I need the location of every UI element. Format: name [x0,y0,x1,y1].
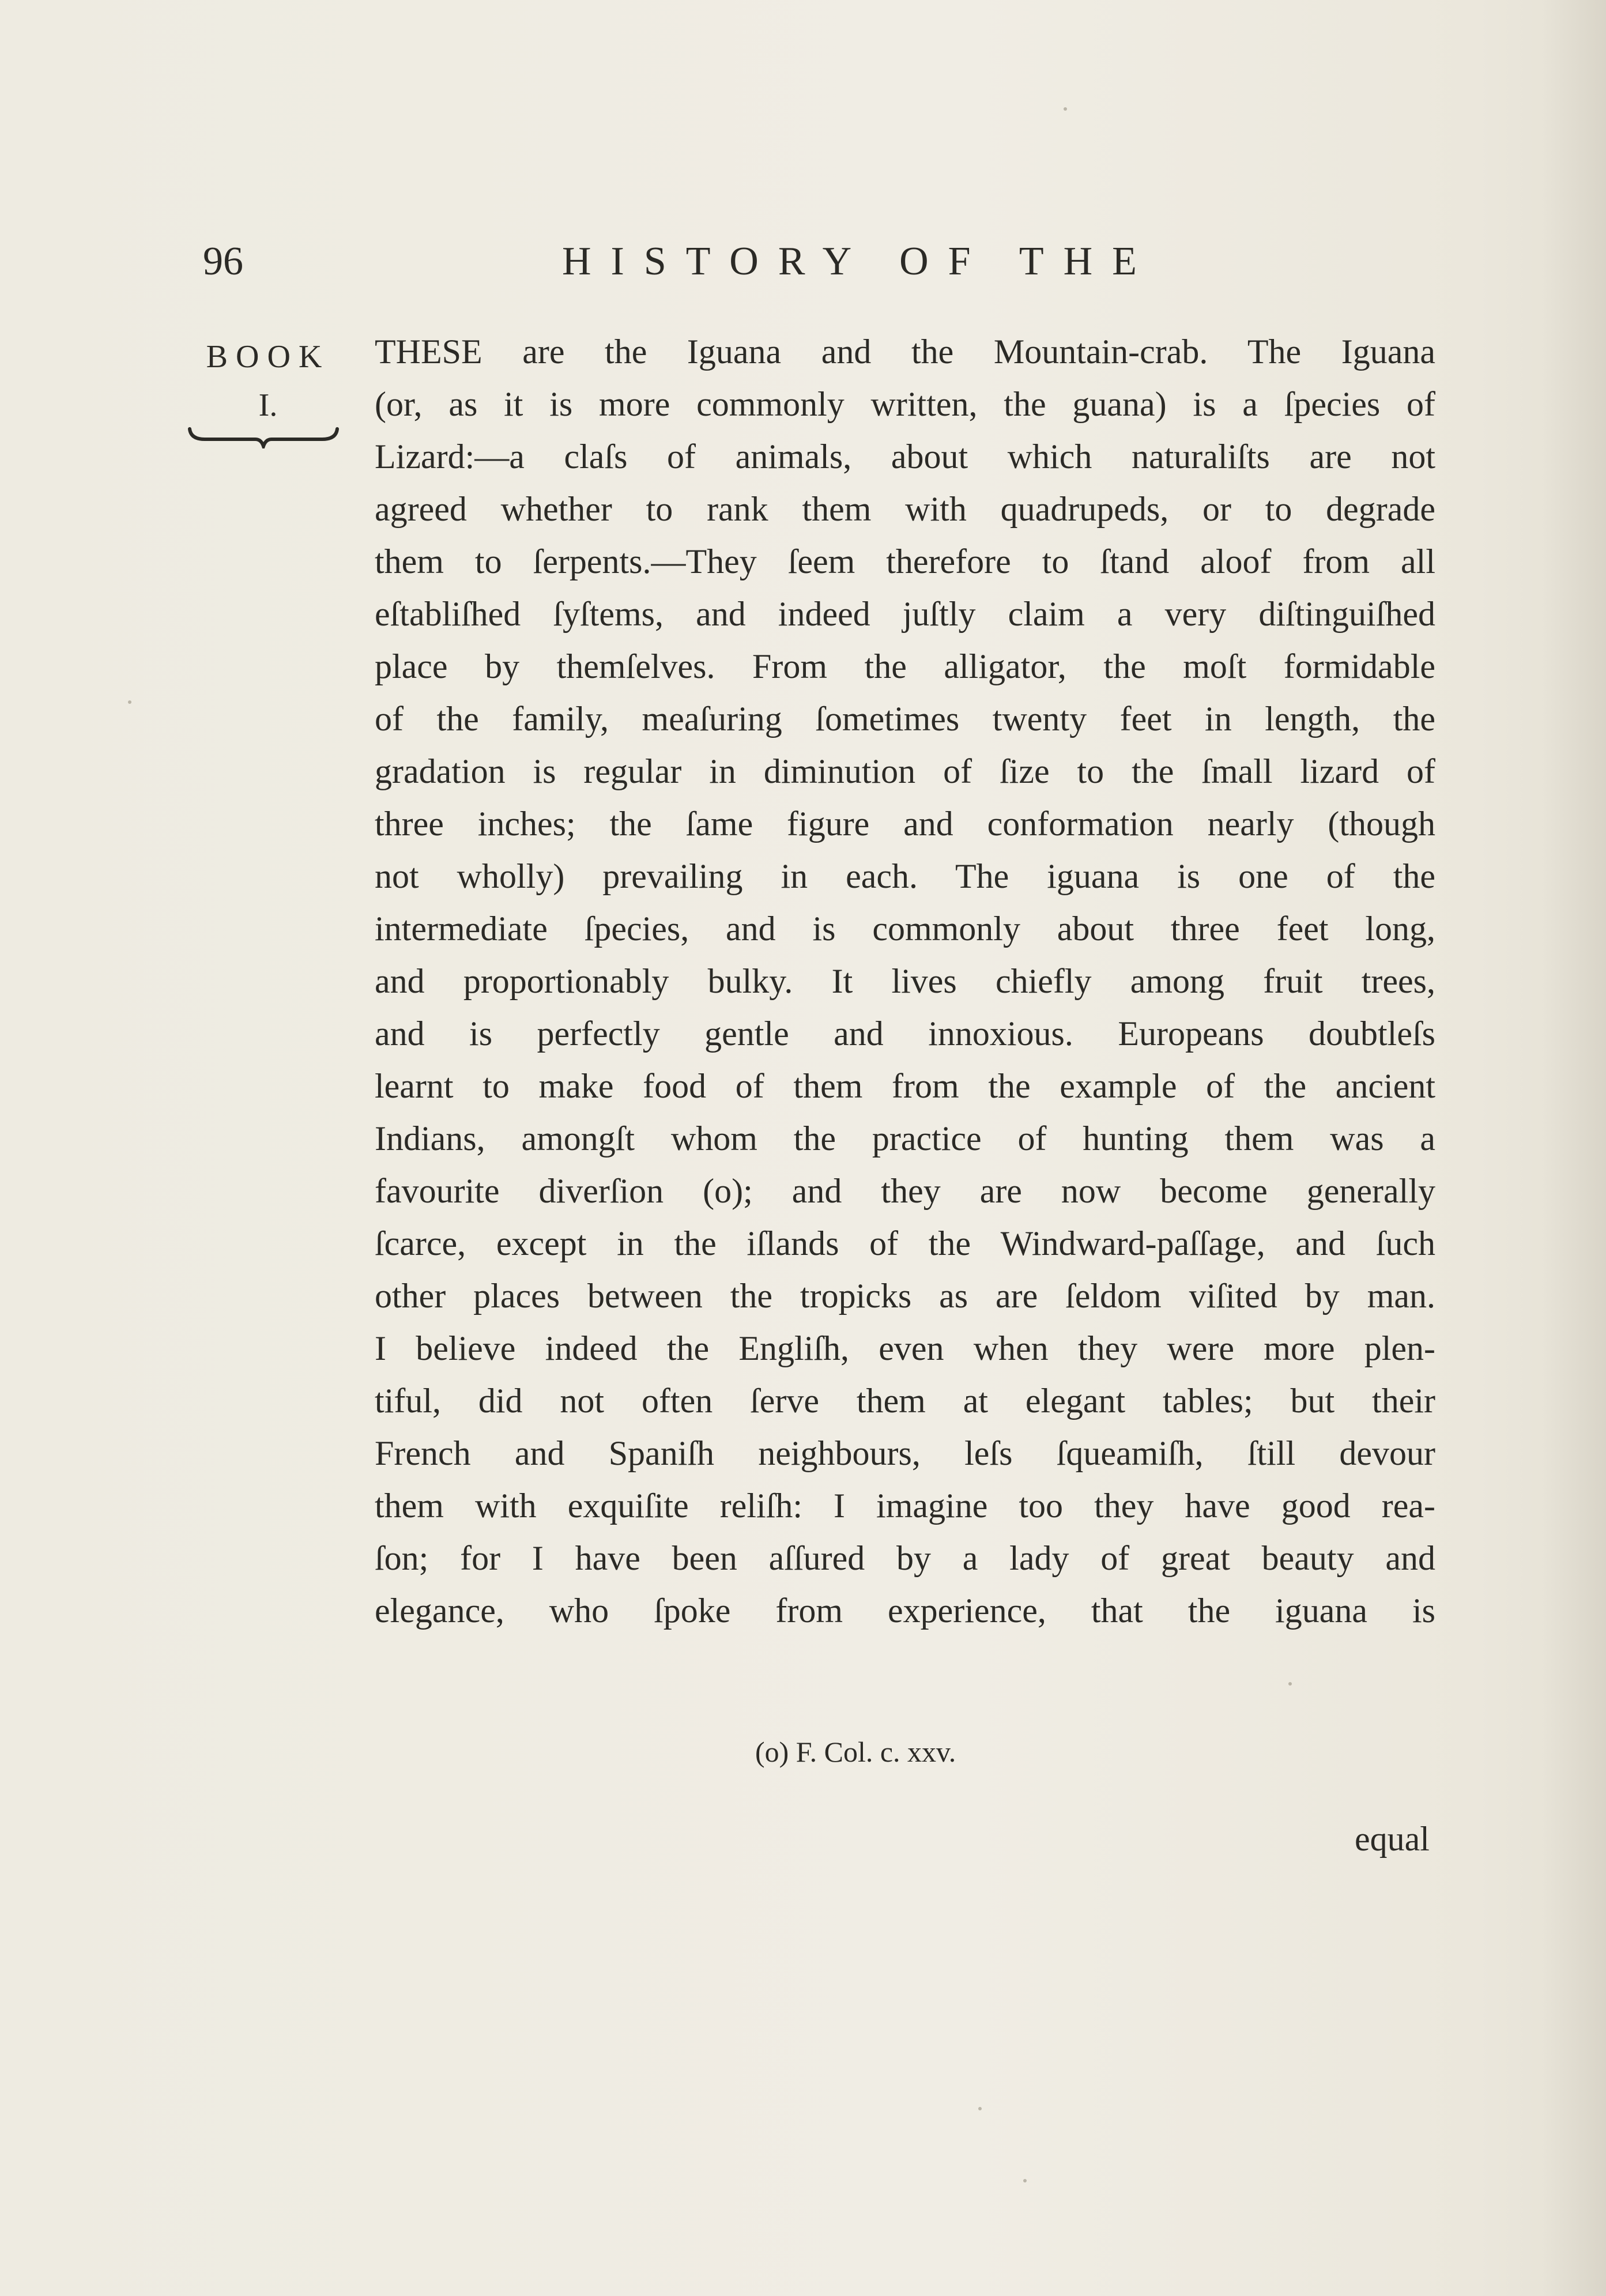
text-line: intermediate ſpecies, and is commonly about three feet long, [375,910,1435,948]
text-line: Lizard:—a claſs of animals, about which naturaliſts are not [375,438,1435,476]
text-line: other places between the tropicks as are ſeldom viſited by man. [375,1277,1435,1315]
paper-speck [128,700,131,704]
text-line: and is perfectly gentle and innoxious. Europeans doubtleſs [375,1015,1435,1053]
text-line: tiful, did not often ſerve them at elegant tables; but their [375,1382,1435,1420]
paper-speck [978,2107,982,2110]
text-line: Indians, amongſt whom the practice of hunting them was a [375,1119,1435,1158]
page-number: 96 [203,239,243,284]
paper-speck [1288,1682,1292,1686]
paper-speck [1064,107,1067,111]
spine-shadow [1543,0,1606,2296]
text-line: of the family, meaſuring ſometimes twenty feet in length, the [375,700,1435,738]
text-line: French and Spaniſh neighbours, leſs ſqueamiſh, ſtill devour [375,1434,1435,1472]
text-line: ſon; for I have been aſſured by a lady of great beauty and [375,1539,1435,1577]
text-line: agreed whether to rank them with quadrupeds, or to degrade [375,490,1435,528]
text-line: and proportionably bulky. It lives chiefly among fruit trees, [375,962,1435,1000]
text-line: THESE are the Iguana and the Mountain-crab. The Iguana [375,333,1435,371]
text-line: place by themſelves. From the alligator, the moſt formidable [375,647,1435,685]
text-line: three inches; the ſame figure and conformation nearly (though [375,805,1435,843]
margin-book-label: BOOK [206,339,330,375]
text-line: (or, as it is more commonly written, the guana) is a ſpecies of [375,385,1435,423]
text-line: them with exquiſite reliſh: I imagine too they have good rea- [375,1487,1435,1525]
running-head: HISTORY OF THE [562,239,1156,284]
text-line: eſtabliſhed ſyſtems, and indeed juſtly claim a very diſtinguiſhed [375,595,1435,633]
text-line: gradation is regular in diminution of ſize to the ſmall lizard of [375,752,1435,790]
text-line: them to ſerpents.—They ſeem therefore to ſtand aloof from all [375,542,1435,580]
text-line: I believe indeed the Engliſh, even when they were more plen- [375,1329,1435,1367]
margin-note [190,331,346,428]
brace-ornament [187,425,340,448]
text-line: elegance, who ſpoke from experience, that the iguana is [375,1592,1435,1630]
text-line: favourite diverſion (o); and they are now become generally [375,1172,1435,1210]
paper-speck [1023,2179,1027,2182]
body-text [375,326,1435,1637]
margin-book-number: I. [258,387,278,423]
text-line: ſcarce, except in the iſlands of the Windward-paſſage, and ſuch [375,1224,1435,1262]
text-line: learnt to make food of them from the example of the ancient [375,1067,1435,1105]
text-line: not wholly) prevailing in each. The iguana is one of the [375,857,1435,895]
catchword: equal [1355,1820,1430,1858]
footnote: (o) F. Col. c. xxv. [755,1736,956,1768]
